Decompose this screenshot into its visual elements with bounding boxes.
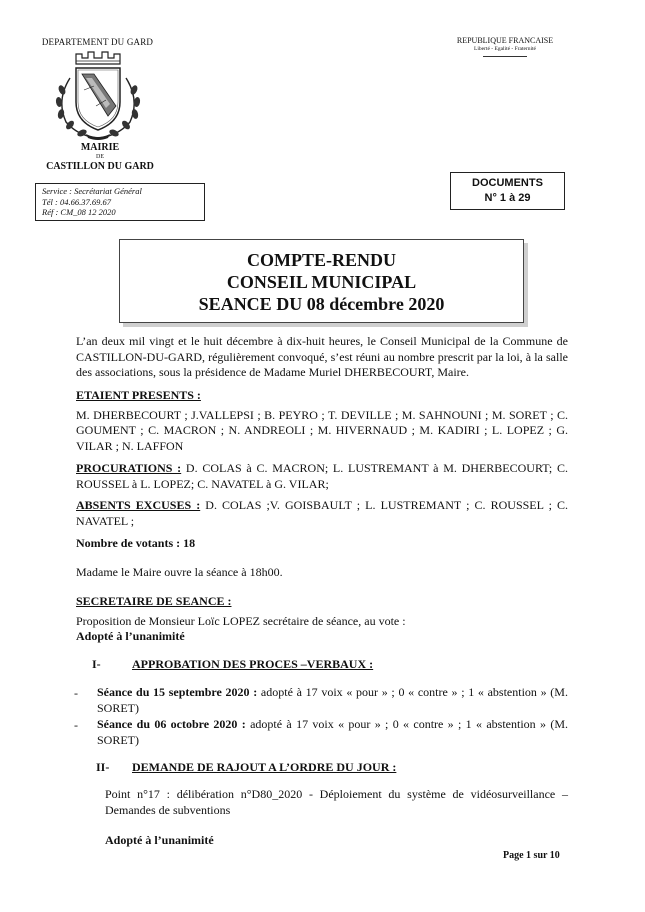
seance-item-1-result: adopté à 17 voix « pour » ; 0 « contre » ; 1 « abstention » (M. SORET) <box>97 685 568 715</box>
title-line-3: SEANCE DU 08 décembre 2020 <box>198 294 445 314</box>
mairie-title: MAIRIE <box>80 142 120 153</box>
intro-paragraph: L’an deux mil vingt et le huit décembre à dix-huit heures, le Conseil Municipal de la Commune de CASTILLON-DU-GARD, régulièrement convoqué, s’est réuni au nombre prescrit par la loi, à la salle des associations, sous la présidence de Madame Muriel DHERBECOURT, Maire. <box>76 334 568 379</box>
seance-item-2-date: Séance du 06 octobre 2020 : <box>97 717 246 731</box>
procurations-list: D. COLAS à C. MACRON; L. LUSTREMANT à M. DHERBECOURT; C. ROUSSEL à L. LOPEZ; C. NAVATEL à G. VILAR; <box>76 461 568 491</box>
procurations-heading: PROCURATIONS : <box>76 461 182 475</box>
republic-header <box>440 36 570 57</box>
documents-label: DOCUMENTS <box>472 177 543 189</box>
seance-item-1-date: Séance du 15 septembre 2020 : <box>97 685 258 699</box>
title-line-2: CONSEIL MUNICIPAL <box>226 272 417 292</box>
bullet-dash: - <box>74 686 78 700</box>
service-box <box>35 183 205 221</box>
republic-motto: Liberté - Egalité - Fraternité <box>474 46 536 52</box>
bullet-dash: - <box>74 718 78 732</box>
agenda-point-result: Adopté à l’unanimité <box>105 833 214 847</box>
reference-line: Réf : CM_08 12 2020 <box>42 207 116 217</box>
secretary-result: Adopté à l’unanimité <box>76 629 185 643</box>
presents-list: M. DHERBECOURT ; J.VALLEPSI ; B. PEYRO ; T. DEVILLE ; M. SAHNOUNI ; M. SORET ; C. GOUMENT ; C. MACRON ; N. ANDREOLI ; M. HIVERNAUD ; M. KADIRI ; L. LOPEZ ; G. VILAR ; N. LAFFON <box>76 407 568 453</box>
section-2-title: DEMANDE DE RAJOUT A L’ORDRE DU JOUR : <box>132 760 397 774</box>
absents-list: D. COLAS ;V. GOISBAULT ; L. LUSTREMANT ; C. ROUSSEL ; C. NAVATEL ; <box>76 498 569 528</box>
absents-section <box>76 498 568 529</box>
procurations-section <box>76 461 568 492</box>
presents-heading: ETAIENT PRESENTS : <box>76 388 201 402</box>
documents-box <box>450 172 565 210</box>
secretary-section <box>76 594 568 645</box>
header-rule <box>483 56 527 57</box>
coat-of-arms-icon <box>48 50 148 142</box>
section-1-number: I- <box>92 657 101 671</box>
seance-item-1 <box>97 685 568 716</box>
title-line-1: COMPTE-RENDU <box>247 250 396 270</box>
opening-text: Madame le Maire ouvre la séance à 18h00. <box>76 565 283 579</box>
presents-section <box>76 388 568 454</box>
secretary-text: Proposition de Monsieur Loïc LOPEZ secrétaire de séance, au vote : <box>76 613 406 628</box>
seance-item-2-result: adopté à 17 voix « pour » ; 0 « contre » ; 1 « abstention » (M. SORET) <box>97 717 568 747</box>
votants-count: Nombre de votants : 18 <box>76 536 196 550</box>
phone-line: Tél : 04.66.37.69.67 <box>42 196 111 207</box>
mairie-de: DE <box>96 154 104 160</box>
documents-range: N° 1 à 29 <box>484 192 531 204</box>
seance-item-2 <box>97 717 568 748</box>
department-name: DEPARTEMENT DU GARD <box>41 37 154 47</box>
town-name: CASTILLON DU GARD <box>46 161 154 172</box>
mairie-label <box>30 142 170 172</box>
title-box <box>119 239 524 323</box>
section-1-title: APPROBATION DES PROCES –VERBAUX : <box>132 657 374 671</box>
service-line: Service : Secrétariat Général <box>42 186 142 196</box>
page-number: Page 1 sur 10 <box>503 850 560 861</box>
republic-name: REPUBLIQUE FRANCAISE <box>456 36 554 45</box>
section-2-number: II- <box>96 760 110 774</box>
absents-heading: ABSENTS EXCUSES : <box>76 498 201 512</box>
agenda-point-text: Point n°17 : délibération n°D80_2020 - Déploiement du système de vidéosurveillance – Demandes de subventions <box>105 787 568 817</box>
secretary-heading: SECRETAIRE DE SEANCE : <box>76 594 232 608</box>
